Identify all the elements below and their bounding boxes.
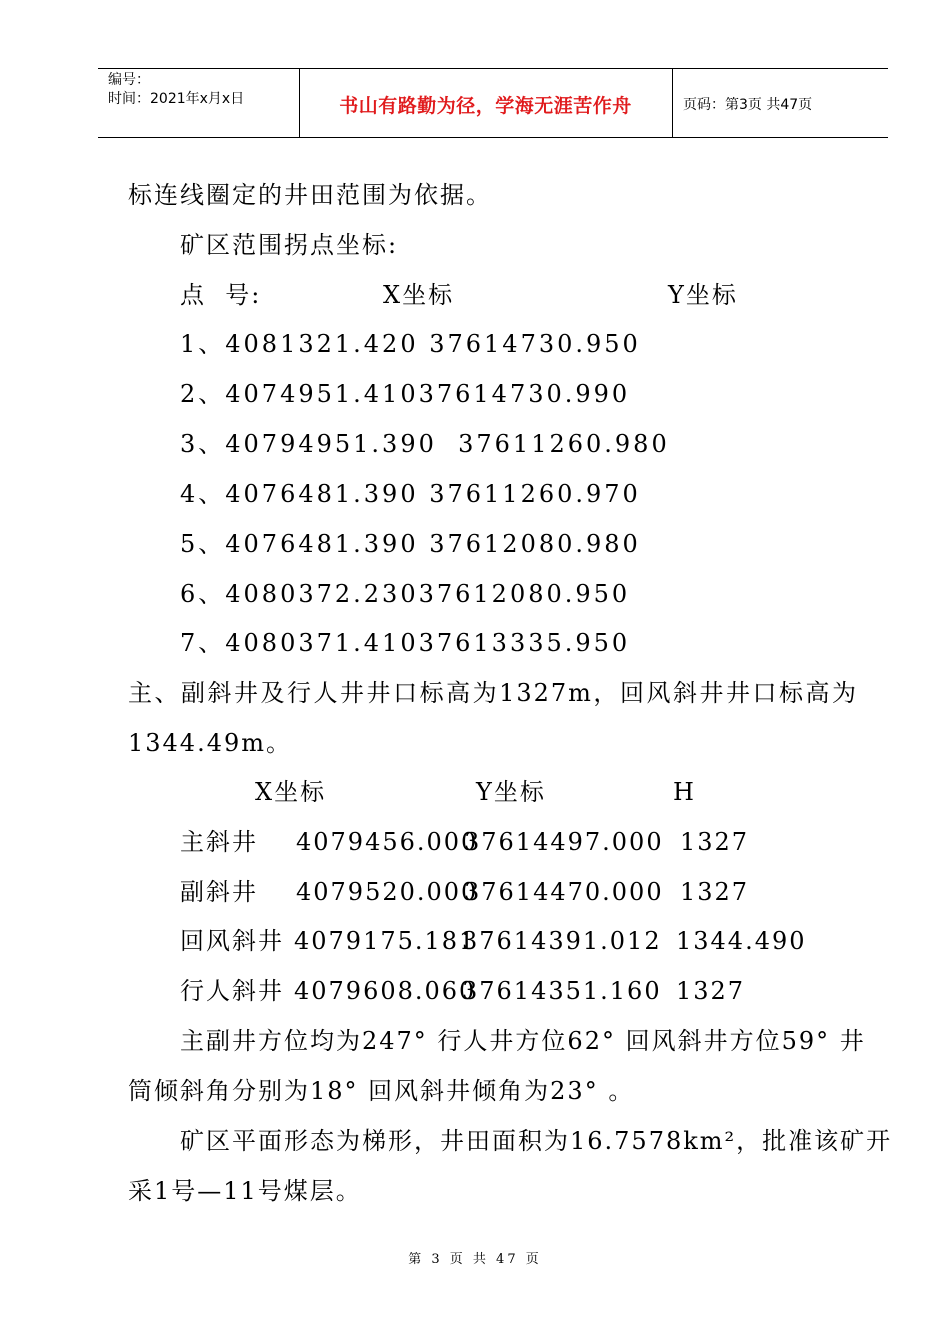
page-header xyxy=(98,68,888,138)
shaft-x: 4079608.060 xyxy=(294,977,477,1005)
elevation-paragraph-line: 1344.49m。 xyxy=(128,729,293,757)
shaft-header-y: Y坐标 xyxy=(476,778,546,806)
shaft-name: 主斜井 xyxy=(180,828,258,856)
shaft-h: 1327 xyxy=(680,878,750,906)
header-number-label: 编号： xyxy=(108,72,150,88)
corner-point-row: 3、40794951.390 37611260.980 xyxy=(180,430,670,458)
area-paragraph-line: 矿区平面形态为梯形，井田面积为16.7578km²，批准该矿开 xyxy=(180,1127,893,1155)
header-motto: 书山有路勤为径，学海无涯苦作舟 xyxy=(339,95,632,117)
corner-point-row: 2、4074951.41037614730.990 xyxy=(180,380,631,408)
corner-point-row: 6、4080372.23037612080.950 xyxy=(180,580,631,608)
shaft-y: 37614497.000 xyxy=(464,828,664,856)
corner-header-y: Y坐标 xyxy=(668,281,738,309)
corner-point-row: 7、4080371.41037613335.950 xyxy=(180,629,631,657)
area-paragraph-line: 采1号—11号煤层。 xyxy=(128,1177,362,1205)
corner-header-point: 点 号: xyxy=(180,281,262,309)
shaft-x: 4079456.000 xyxy=(296,828,479,856)
shaft-x: 4079175.181 xyxy=(294,927,477,955)
header-page-label: 页码：第3页 共47页 xyxy=(683,97,813,113)
shaft-y: 37614391.012 xyxy=(462,927,662,955)
shaft-y: 37614351.160 xyxy=(462,977,662,1005)
shaft-h: 1327 xyxy=(680,828,750,856)
corner-point-row: 1、4081321.420 37614730.950 xyxy=(180,330,641,358)
shaft-name: 行人斜井 xyxy=(180,977,284,1005)
header-meta xyxy=(108,71,244,109)
shaft-x: 4079520.000 xyxy=(296,878,479,906)
shaft-header-h: H xyxy=(673,778,696,806)
shaft-name: 副斜井 xyxy=(180,878,258,906)
header-divider xyxy=(672,69,673,137)
azimuth-paragraph-line: 主副井方位均为247° 行人井方位62° 回风斜井方位59° 井 xyxy=(180,1027,866,1055)
shaft-h: 1327 xyxy=(676,977,746,1005)
azimuth-paragraph-line: 筒倾斜角分别为18° 回风斜井倾角为23° 。 xyxy=(128,1077,635,1105)
page-footer: 第 3 页 共 47 页 xyxy=(408,1252,542,1267)
shaft-y: 37614470.000 xyxy=(464,878,664,906)
corner-point-row: 5、4076481.390 37612080.980 xyxy=(180,530,641,558)
header-time-label: 时间：2021年x月x日 xyxy=(108,91,245,107)
corner-coords-title: 矿区范围拐点坐标: xyxy=(180,231,399,259)
paragraph-continuation: 标连线圈定的井田范围为依据。 xyxy=(128,181,492,209)
shaft-name: 回风斜井 xyxy=(180,927,284,955)
corner-point-row: 4、4076481.390 37611260.970 xyxy=(180,480,641,508)
shaft-h: 1344.490 xyxy=(676,927,807,955)
corner-header-x: X坐标 xyxy=(383,281,455,309)
shaft-header-x: X坐标 xyxy=(255,778,327,806)
elevation-paragraph-line: 主、副斜井及行人井井口标高为1327m，回风斜井井口标高为 xyxy=(128,679,858,707)
